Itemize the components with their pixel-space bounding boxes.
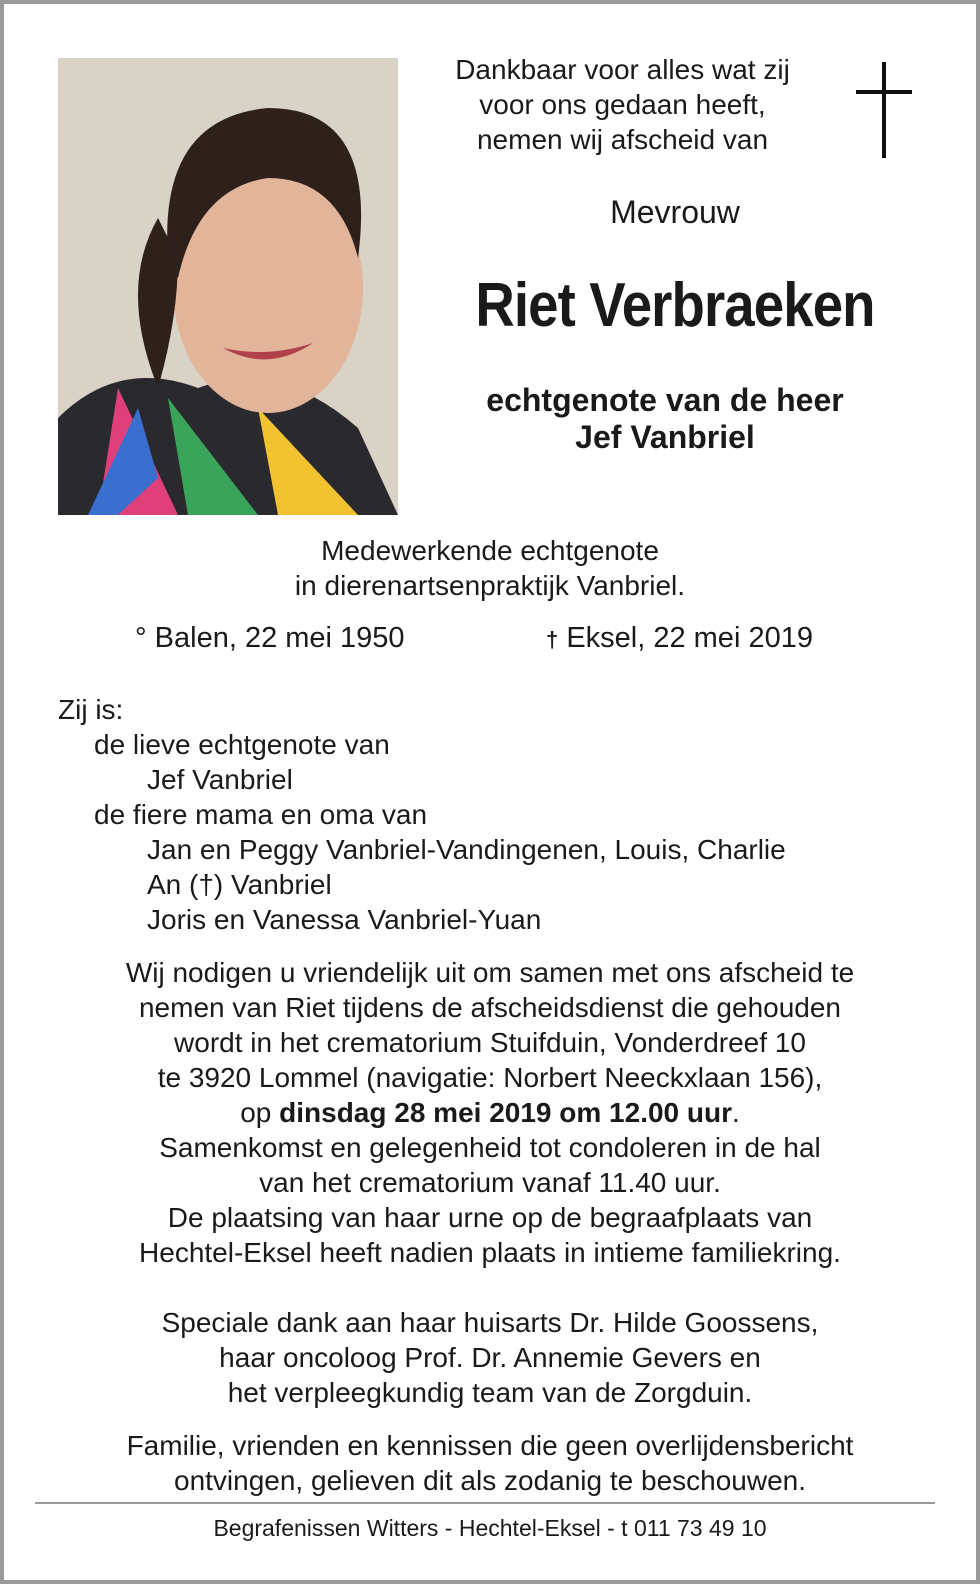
divider xyxy=(35,1502,935,1504)
spouse-info xyxy=(440,382,890,456)
invitation xyxy=(30,955,950,1270)
death-info xyxy=(546,622,813,655)
family-line: Joris en Vanessa Vanbriel-Yuan xyxy=(147,904,542,935)
intro-line: Dankbaar voor alles wat zij xyxy=(455,54,790,85)
spouse-name: Jef Vanbriel xyxy=(575,419,755,455)
deceased-name: Riet Verbraeken xyxy=(475,271,875,340)
period: . xyxy=(732,1097,740,1128)
family-line: Jan en Peggy Vanbriel-Vandingenen, Louis, Charlie xyxy=(147,834,786,865)
occupation-line: in dierenartsenpraktijk Vanbriel. xyxy=(294,570,686,601)
thanks-line: het verpleegkundig team van de Zorgduin. xyxy=(227,1377,753,1408)
death-cross-icon: † xyxy=(546,627,559,652)
intro-text xyxy=(420,52,825,157)
portrait-photo xyxy=(58,58,398,515)
intro-line: voor ons gedaan heeft, xyxy=(479,89,766,120)
birth-info: ° Balen, 22 mei 1950 xyxy=(135,622,405,654)
notice-line: Familie, vrienden en kennissen die geen overlijdensbericht xyxy=(126,1430,854,1461)
invitation-line: wordt in het crematorium Stuifduin, Vonderdreef 10 xyxy=(174,1027,806,1058)
family-line: de fiere mama en oma van xyxy=(94,799,428,830)
family-line: An (†) Vanbriel xyxy=(147,869,332,900)
thanks-line: Speciale dank aan haar huisarts Dr. Hilde Goossens, xyxy=(161,1307,819,1338)
op-text: op xyxy=(240,1097,280,1128)
death-text: Eksel, 22 mei 2019 xyxy=(566,622,813,654)
invitation-line: Samenkomst en gelegenheid tot condoleren in de hal xyxy=(159,1132,821,1163)
title-prefix: Mevrouw xyxy=(610,194,740,230)
funeral-home-footer: Begrafenissen Witters - Hechtel-Eksel - t 011 73 49 10 xyxy=(213,1515,767,1541)
invitation-line: Wij nodigen u vriendelijk uit om samen met ons afscheid te xyxy=(125,957,855,988)
occupation-line: Medewerkende echtgenote xyxy=(321,535,659,566)
invitation-line: nemen van Riet tijdens de afscheidsdienst die gehouden xyxy=(138,992,842,1023)
family-line: de lieve echtgenote van xyxy=(94,729,390,760)
intro-line: nemen wij afscheid van xyxy=(476,124,769,155)
family-heading: Zij is: xyxy=(58,694,124,725)
notice-line: ontvingen, gelieven dit als zodanig te beschouwen. xyxy=(174,1465,806,1496)
occupation xyxy=(30,533,950,603)
thanks xyxy=(30,1305,950,1410)
invitation-line: De plaatsing van haar urne op de begraafplaats van xyxy=(167,1202,813,1233)
ceremony-datetime-line xyxy=(30,1095,950,1130)
cross-icon xyxy=(856,62,912,158)
family-line: Jef Vanbriel xyxy=(147,764,293,795)
invitation-line: Hechtel-Eksel heeft nadien plaats in intieme familiekring. xyxy=(139,1237,841,1268)
spouse-line: echtgenote van de heer xyxy=(486,382,844,418)
family-list xyxy=(58,692,786,937)
invitation-line: te 3920 Lommel (navigatie: Norbert Neeckxlaan 156), xyxy=(157,1062,823,1093)
notice xyxy=(30,1428,950,1498)
invitation-line: van het crematorium vanaf 11.40 uur. xyxy=(259,1167,721,1198)
thanks-line: haar oncoloog Prof. Dr. Annemie Gevers en xyxy=(219,1342,761,1373)
ceremony-datetime: dinsdag 28 mei 2019 om 12.00 uur xyxy=(279,1097,733,1128)
